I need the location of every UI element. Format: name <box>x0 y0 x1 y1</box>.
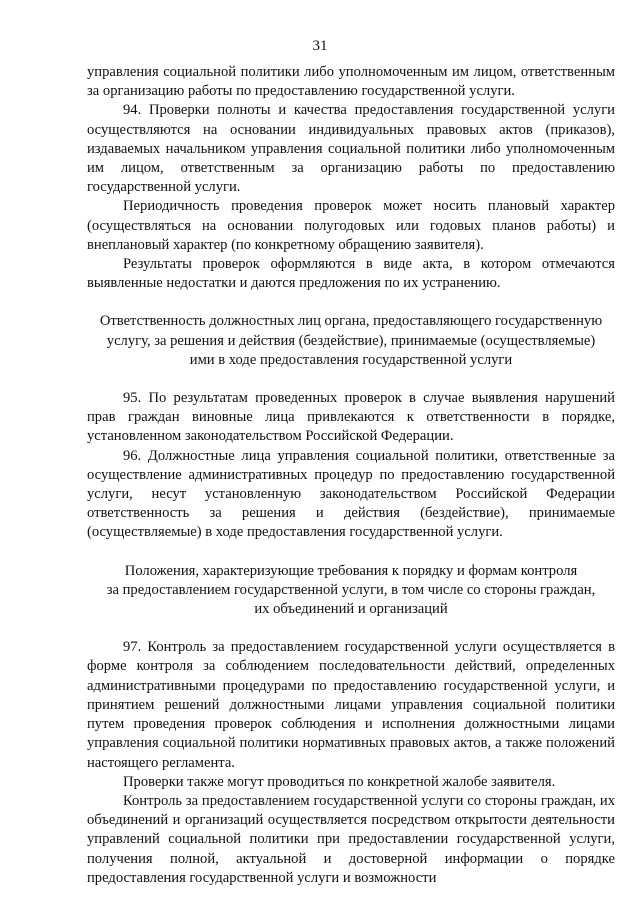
heading-line: услугу, за решения и действия (бездействие), принимаемые (осуществляемые) <box>106 332 596 349</box>
paragraph-94: 94. Проверки полноты и качества предоставления государственной услуги осуществляются на основании индивидуальных правовых актов (приказов), издаваемых начальником управления социальной политики либо уполномоченным им лицом, ответственным за организацию работы по предоставлению государственной услуги. <box>87 102 615 196</box>
heading-line: Ответственность должностных лиц органа, предоставляющего государственную <box>99 313 603 330</box>
paragraph-complaint-checks: Проверки также могут проводиться по конкретной жалобе заявителя. <box>123 773 556 790</box>
heading-control-requirements <box>87 562 615 620</box>
paragraph-results: Результаты проверок оформляются в виде акта, в котором отмечаются выявленные недостатки и даются предложения по их устранению. <box>87 256 615 292</box>
paragraph-95: 95. По результатам проведенных проверок в случае выявления нарушений прав граждан виновные лица привлекаются к ответственности в порядке, установленном законодательством Российской Федерации. <box>87 390 615 445</box>
heading-line: Положения, характеризующие требования к порядку и формам контроля <box>124 562 578 579</box>
paragraph-97: 97. Контроль за предоставлением государственной услуги осуществляется в форме контроля за соблюдением последовательности действий, определенных административными процедурами по предоставлению государственной услуги, и принятием решений должностными лицами управления социальной политики путем проведения проверок соблюдения и исполнения должностными лицами управления социальной политики нормативных правовых актов, а также положений настоящего регламента. <box>87 639 615 771</box>
heading-line: ими в ходе предоставления государственной услуги <box>189 351 513 368</box>
document-body <box>87 63 615 888</box>
page-number: 31 <box>312 38 328 54</box>
paragraph-periodicity: Периодичность проведения проверок может носить плановый характер (осуществляться на основании полугодовых или годовых планов работы) и внеплановый характер (по конкретному обращению заявителя). <box>87 198 615 253</box>
heading-line: за предоставлением государственной услуги, в том числе со стороны граждан, <box>106 581 596 598</box>
heading-line: их объединений и организаций <box>254 601 448 618</box>
paragraph-96: 96. Должностные лица управления социальной политики, ответственные за осуществление административных процедур по предоставлению государственной услуги, несут установленную законодательством Российской Федерации ответственность за решения и действия (бездействие), принимаемые (осуществляемые) в ходе предоставления государственной услуги. <box>87 447 615 541</box>
continued-paragraph: управления социальной политики либо уполномоченным им лицом, ответственным за организацию работы по предоставлению государственной услуги. <box>87 64 615 100</box>
paragraph-citizen-control: Контроль за предоставлением государственной услуги со стороны граждан, их объединений и организаций осуществляется посредством открытости деятельности управлений социальной политики при предоставлении государственной услуги, получения полной, актуальной и достоверной информации о порядке предоставления государственной услуги и возможности <box>87 792 615 886</box>
heading-responsibility <box>87 312 615 370</box>
